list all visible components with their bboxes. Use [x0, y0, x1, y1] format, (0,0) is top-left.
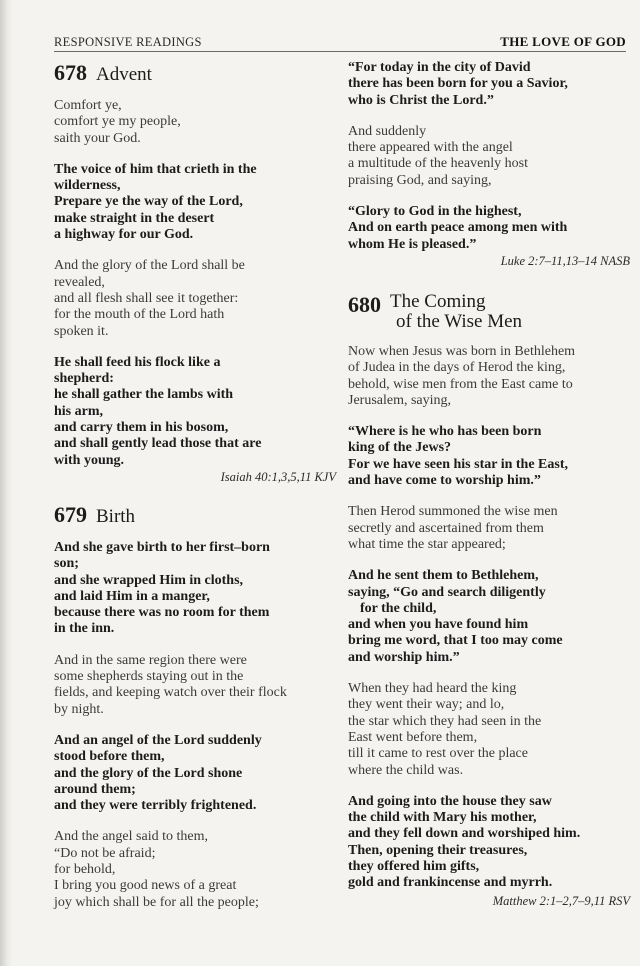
verse-line: And the glory of the Lord shall be [54, 258, 245, 274]
reading-680-body [348, 344, 630, 908]
verse-line: and she wrapped Him in cloths, [54, 572, 244, 588]
verse-line: and have come to worship him.” [348, 473, 541, 489]
verse-line: I bring you good news of a great [54, 878, 237, 894]
verse-line: stood before them, [54, 749, 165, 765]
verse-line: the star which they had seen in the [348, 713, 542, 729]
verse-line: and carry them in his bosom, [54, 420, 229, 436]
verse-line: by night. [54, 701, 104, 717]
stanza [54, 98, 336, 147]
reading-title-line-1: The Coming [390, 290, 486, 312]
verse-line: Then Herod summoned the wise men [348, 504, 558, 520]
reading-number: 679 [54, 501, 87, 527]
verse-line: for behold, [54, 861, 116, 877]
verse-line: wilderness, [54, 178, 121, 194]
verse-line: saying, “Go and search diligently [348, 584, 546, 600]
verse-line: he shall gather the lambs with [54, 387, 234, 403]
right-column [348, 60, 630, 926]
verse-line: And suddenly [348, 123, 427, 139]
verse-line: “Where is he who has been born [348, 424, 542, 440]
verse-line: because there was no room for them [54, 605, 270, 621]
stanza [54, 540, 336, 638]
section-title: RESPONSIVE READINGS [54, 35, 202, 49]
stanza [348, 204, 630, 253]
verse-line: king of the Jews? [348, 440, 452, 456]
stanza [54, 733, 336, 814]
reading-title: Advent [96, 64, 152, 85]
verse-line: for the mouth of the Lord hath [54, 307, 225, 323]
verse-line: Then, opening their treasures, [348, 842, 528, 858]
verse-line: and they were terribly frightened. [54, 798, 257, 814]
verse-line: a highway for our God. [54, 227, 194, 243]
verse-line: “Glory to God in the highest, [348, 204, 522, 220]
verse-line: comfort ye my people, [54, 114, 181, 130]
reading-678-heading [54, 60, 336, 86]
verse-line: bring me word, that I too may come [348, 633, 563, 649]
verse-line: He shall feed his flock like a [54, 354, 221, 370]
verse-line: shepherd: [54, 371, 114, 387]
reading-680-heading [348, 292, 630, 332]
stanza [348, 424, 630, 489]
verse-line: where the child was. [348, 762, 464, 778]
chapter-title: THE LOVE OF GOD [500, 34, 626, 49]
verse-line: “Do not be afraid; [54, 845, 156, 861]
verse-line: make straight in the desert [54, 210, 215, 226]
verse-line: in the inn. [54, 621, 115, 637]
stanza [348, 504, 630, 553]
verse-line: joy which shall be for all the people; [54, 894, 259, 910]
reading-number: 680 [348, 291, 381, 317]
scripture-citation: Isaiah 40:1,3,5,11 KJV [220, 469, 336, 484]
verse-line: And he sent them to Bethlehem, [348, 568, 539, 584]
verse-line: Now when Jesus was born in Bethlehem [348, 343, 576, 359]
verse-line: And the angel said to them, [54, 829, 208, 845]
verse-line: Prepare ye the way of the Lord, [54, 194, 243, 210]
stanza [54, 653, 336, 718]
verse-line: the child with Mary his mother, [348, 810, 537, 826]
verse-line: with young. [54, 452, 125, 468]
verse-line: around them; [54, 781, 136, 797]
verse-line: Jerusalem, saying, [348, 392, 452, 408]
verse-line: revealed, [54, 274, 105, 290]
verse-line: And going into the house they saw [348, 793, 552, 809]
verse-line: and they fell down and worshiped him. [348, 826, 581, 842]
verse-line: praising God, and saying, [348, 172, 492, 188]
verse-line: what time the star appeared; [348, 536, 506, 552]
stanza [348, 344, 630, 409]
verse-line: there appeared with the angel [348, 140, 513, 156]
reading-679-heading [54, 502, 336, 528]
reading-title: Birth [96, 505, 136, 527]
reading-679-body [54, 540, 336, 911]
stanza [54, 258, 336, 339]
reading-679-continued [348, 60, 630, 268]
verse-line: his arm, [54, 403, 103, 419]
stanza [54, 829, 336, 910]
left-column [54, 60, 336, 926]
verse-line: And she gave birth to her first–born [54, 539, 270, 555]
verse-line: they offered him gifts, [348, 858, 480, 874]
stanza [54, 162, 336, 243]
stanza [348, 794, 630, 892]
verse-line: spoken it. [54, 323, 109, 339]
verse-line: fields, and keeping watch over their flock [54, 685, 287, 701]
reading-678-body [54, 98, 336, 484]
page-gutter-shadow [0, 0, 12, 966]
verse-line: of Judea in the days of Herod the king, [348, 360, 566, 376]
verse-line: and the glory of the Lord shone [54, 765, 243, 781]
scripture-citation: Luke 2:7–11,13–14 NASB [500, 253, 630, 268]
verse-line: When they had heard the king [348, 681, 517, 697]
verse-line: they went their way; and lo, [348, 697, 505, 713]
verse-line: and shall gently lead those that are [54, 436, 262, 452]
verse-line: there has been born for you a Savior, [348, 76, 568, 92]
verse-line: gold and frankincense and myrrh. [348, 875, 553, 891]
verse-line: secretly and ascertained from them [348, 520, 544, 536]
verse-line: and when you have found him [348, 617, 529, 633]
verse-line: for the child, [360, 600, 437, 616]
reading-number: 678 [54, 60, 87, 85]
verse-line: East went before them, [348, 729, 478, 745]
verse-line: who is Christ the Lord.” [348, 92, 494, 108]
verse-line: saith your God. [54, 130, 141, 146]
verse-line: son; [54, 556, 79, 572]
verse-line: and worship him.” [348, 649, 460, 665]
scripture-citation: Matthew 2:1–2,7–9,11 RSV [492, 893, 630, 908]
reading-title-line-2: of the Wise Men [396, 310, 523, 332]
stanza [348, 681, 630, 779]
stanza [348, 568, 630, 666]
verse-line: till it came to rest over the place [348, 746, 528, 762]
verse-line: some shepherds staying out in the [54, 669, 244, 685]
verse-line: and laid Him in a manger, [54, 588, 210, 604]
verse-line: And in the same region there were [54, 652, 247, 668]
verse-line: a multitude of the heavenly host [348, 156, 529, 172]
verse-line: and all flesh shall see it together: [54, 290, 239, 306]
stanza [348, 124, 630, 189]
verse-line: behold, wise men from the East came to [348, 376, 573, 392]
reading-title [390, 292, 522, 332]
verse-line: And on earth peace among men with [348, 220, 568, 236]
stanza [54, 355, 336, 469]
verse-line: For we have seen his star in the East, [348, 456, 568, 472]
stanza [348, 60, 630, 109]
page-header [54, 33, 626, 52]
verse-line: The voice of him that crieth in the [54, 161, 257, 177]
verse-line: Comfort ye, [54, 98, 122, 113]
verse-line: “For today in the city of David [348, 60, 531, 75]
verse-line: And an angel of the Lord suddenly [54, 732, 262, 748]
verse-line: whom He is pleased.” [348, 236, 477, 252]
